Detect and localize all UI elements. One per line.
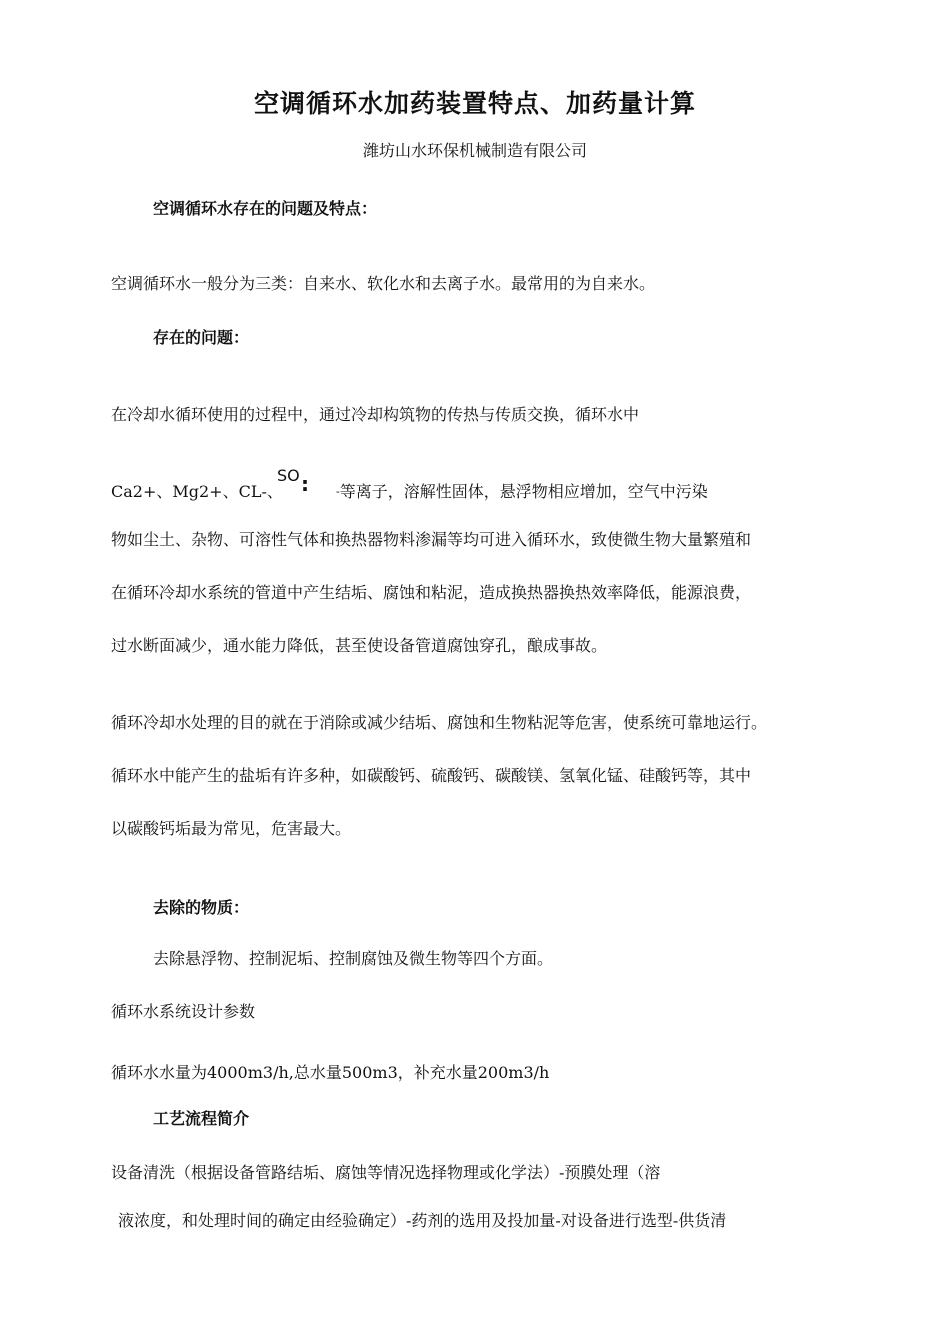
document-title: 空调循环水加药装置特点、加药量计算 xyxy=(253,89,696,118)
problems-heading: 存在的问题： xyxy=(153,328,250,347)
problems-line-3: 物如尘土、杂物、可溶性气体和换热器物料渗漏等均可进入循环水，致使微生物大量繁殖和 xyxy=(111,530,752,549)
removal-heading: 去除的物质： xyxy=(153,898,250,917)
ions-prefix: Ca2+、Mg2+、CL-、 xyxy=(111,482,283,501)
ions-dash: - xyxy=(336,485,340,498)
sulfate-formula-colon: : xyxy=(301,472,309,496)
removal-text: 去除悬浮物、控制泥垢、控制腐蚀及微生物等四个方面。 xyxy=(153,949,554,968)
design-params-text: 循环水水量为4000m3/h,总水量500m3，补充水量200m3/h xyxy=(111,1063,550,1082)
purpose-line-2: 循环水中能产生的盐垢有许多种，如碳酸钙、硫酸钙、碳酸镁、氢氧化锰、硅酸钙等，其中 xyxy=(111,766,752,785)
design-params-heading: 循环水系统设计参数 xyxy=(111,1002,256,1021)
purpose-line-3: 以碳酸钙垢最为常见，危害最大。 xyxy=(111,819,352,838)
problems-line-1: 在冷却水循环使用的过程中，通过冷却构筑物的传热与传质交换，循环水中 xyxy=(111,405,640,424)
purpose-line-1: 循环冷却水处理的目的就在于消除或减少结垢、腐蚀和生物粘泥等危害，使系统可靠地运行。 xyxy=(111,713,768,732)
problems-line-4: 在循环冷却水系统的管道中产生结垢、腐蚀和粘泥，造成换热器换热效率降低，能源浪费， xyxy=(111,583,752,602)
process-line-1: 设备清洗（根据设备管路结垢、腐蚀等情况选择物理或化学法）-预膜处理（溶 xyxy=(111,1163,661,1182)
company-name: 潍坊山水环保机械制造有限公司 xyxy=(362,141,587,160)
problems-features-heading: 空调循环水存在的问题及特点： xyxy=(153,199,378,218)
problems-line-5: 过水断面减少，通水能力降低，甚至使设备管道腐蚀穿孔，酿成事故。 xyxy=(111,636,608,655)
ions-rest-text: 等离子，溶解性固体，悬浮物相应增加，空气中污染 xyxy=(339,482,708,501)
process-heading: 工艺流程简介 xyxy=(153,1109,250,1128)
process-line-2: 液浓度，和处理时间的确定由经验确定）-药剂的选用及投加量-对设备进行选型-供货清 xyxy=(118,1211,727,1230)
ions-suffix xyxy=(336,479,708,502)
sulfate-formula-label: SO xyxy=(277,466,300,485)
water-types-paragraph: 空调循环水一般分为三类：自来水、软化水和去离子水。最常用的为自来水。 xyxy=(111,274,656,293)
